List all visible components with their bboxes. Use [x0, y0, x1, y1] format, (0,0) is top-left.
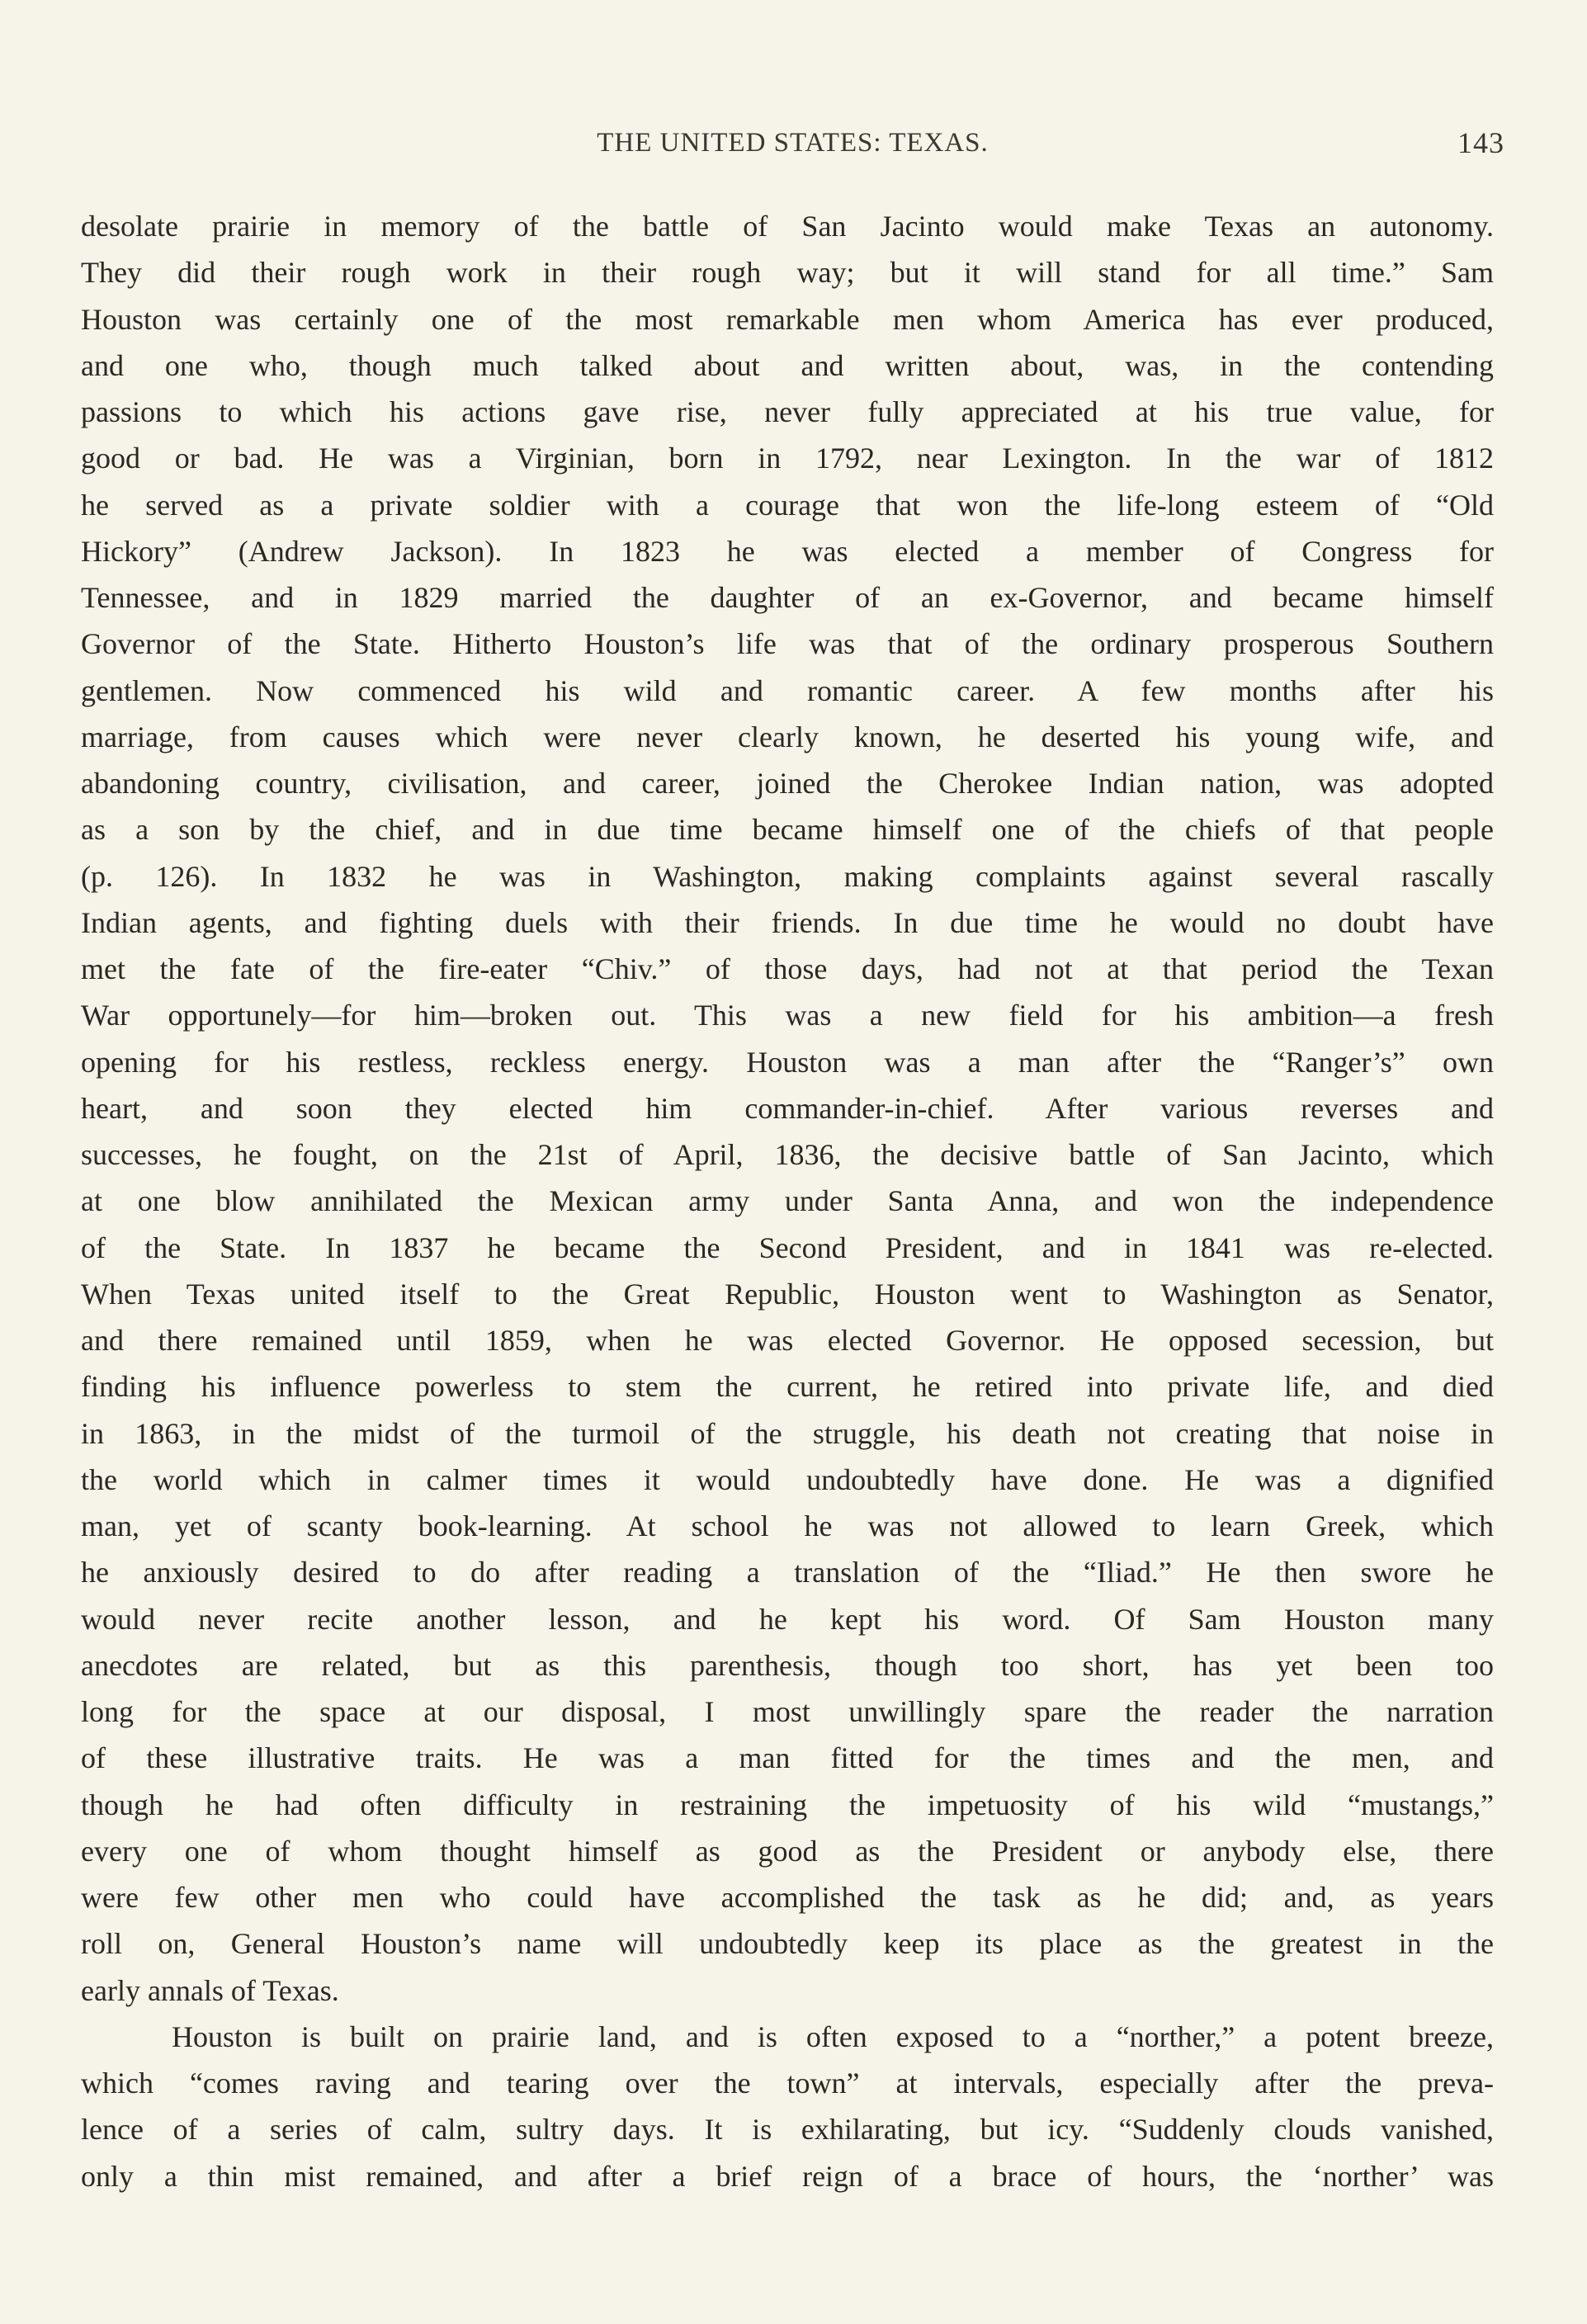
- text-line: met the fate of the fire-eater “Chiv.” of those days, had not at that period the Texan: [81, 952, 1494, 985]
- text-line: as a son by the chief, and in due time became himself one of the chiefs of that people: [81, 813, 1494, 847]
- text-line: Tennessee, and in 1829 married the daughter of an ex-Governor, and became himself: [81, 581, 1494, 614]
- text-line: (p. 126). In 1832 he was in Washington, making complaints against several rascally: [81, 859, 1494, 893]
- text-line: desolate prairie in memory of the battle of San Jacinto would make Texas an autonomy.: [81, 210, 1494, 243]
- running-head: [81, 122, 1504, 163]
- body-text: [81, 203, 1494, 2199]
- text-line: Hickory” (Andrew Jackson). In 1823 he was elected a member of Congress for: [81, 534, 1494, 568]
- text-line: the world which in calmer times it would undoubtedly have done. He was a dignified: [81, 1462, 1494, 1496]
- text-line: successes, he fought, on the 21st of April, 1836, the decisive battle of San Jacinto, which: [81, 1138, 1494, 1171]
- text-line: he anxiously desired to do after reading a translation of the “Iliad.” He then swore he: [81, 1556, 1494, 1589]
- text-line: good or bad. He was a Virginian, born in 1792, near Lexington. In the war of 1812: [81, 442, 1494, 475]
- text-line: which “comes raving and tearing over the town” at intervals, especially after the preva-: [81, 2067, 1494, 2100]
- text-line: heart, and soon they elected him commander-in-chief. After various reverses and: [81, 1091, 1494, 1125]
- text-line: only a thin mist remained, and after a brief reign of a brace of hours, the ‘norther’ was: [81, 2159, 1494, 2193]
- paragraph-start-line: Houston is built on prairie land, and is often exposed to a “norther,” a potent breeze,: [172, 2019, 1494, 2053]
- text-line: marriage, from causes which were never clearly known, he deserted his young wife, and: [81, 720, 1494, 753]
- text-line: at one blow annihilated the Mexican army under Santa Anna, and won the independence: [81, 1184, 1494, 1218]
- text-line: roll on, General Houston’s name will undoubtedly keep its place as the greatest in the: [81, 1927, 1494, 1961]
- text-line: of these illustrative traits. He was a man fitted for the times and the men, and: [81, 1741, 1494, 1775]
- text-line: in 1863, in the midst of the turmoil of the struggle, his death not creating that noise in: [81, 1416, 1494, 1450]
- text-line: abandoning country, civilisation, and career, joined the Cherokee Indian nation, was adopted: [81, 767, 1494, 800]
- text-line: man, yet of scanty book-learning. At school he was not allowed to learn Greek, which: [81, 1509, 1494, 1542]
- text-line: Indian agents, and fighting duels with their friends. In due time he would no doubt have: [81, 905, 1494, 939]
- text-line: passions to which his actions gave rise, never fully appreciated at his true value, for: [81, 395, 1494, 428]
- text-line: long for the space at our disposal, I most unwillingly spare the reader the narration: [81, 1695, 1494, 1728]
- page-number: 143: [1457, 126, 1504, 159]
- text-line: anecdotes are related, but as this parenthesis, though too short, has yet been too: [81, 1648, 1494, 1682]
- paragraph-end-line: early annals of Texas.: [81, 1973, 339, 2007]
- running-title: THE UNITED STATES: TEXAS.: [597, 128, 989, 158]
- text-line: and there remained until 1859, when he was elected Governor. He opposed secession, but: [81, 1324, 1494, 1357]
- text-line: finding his influence powerless to stem the current, he retired into private life, and died: [81, 1370, 1494, 1404]
- text-line: Houston was certainly one of the most remarkable men whom America has ever produced,: [81, 302, 1494, 336]
- text-line: would never recite another lesson, and he kept his word. Of Sam Houston many: [81, 1602, 1494, 1636]
- text-line: They did their rough work in their rough way; but it will stand for all time.” Sam: [81, 256, 1494, 290]
- text-line: and one who, though much talked about and written about, was, in the contending: [81, 348, 1494, 382]
- text-line: of the State. In 1837 he became the Second President, and in 1841 was re-elected.: [81, 1230, 1494, 1264]
- text-line: War opportunely—for him—broken out. This was a new field for his ambition—a fresh: [81, 999, 1494, 1032]
- text-line: lence of a series of calm, sultry days. It is exhilarating, but icy. “Suddenly clouds vanished,: [81, 2113, 1494, 2147]
- text-line: though he had often difficulty in restraining the impetuosity of his wild “mustangs,”: [81, 1788, 1494, 1821]
- text-line: he served as a private soldier with a courage that won the life-long esteem of “Old: [81, 488, 1494, 522]
- text-line: were few other men who could have accomplished the task as he did; and, as years: [81, 1881, 1494, 1914]
- text-line: When Texas united itself to the Great Republic, Houston went to Washington as Senator,: [81, 1277, 1494, 1311]
- text-line: gentlemen. Now commenced his wild and romantic career. A few months after his: [81, 673, 1494, 707]
- text-line: Governor of the State. Hitherto Houston’s life was that of the ordinary prosperous Southern: [81, 627, 1494, 661]
- text-line: every one of whom thought himself as good as the President or anybody else, there: [81, 1834, 1494, 1868]
- text-line: opening for his restless, reckless energy. Houston was a man after the “Ranger’s” own: [81, 1045, 1494, 1079]
